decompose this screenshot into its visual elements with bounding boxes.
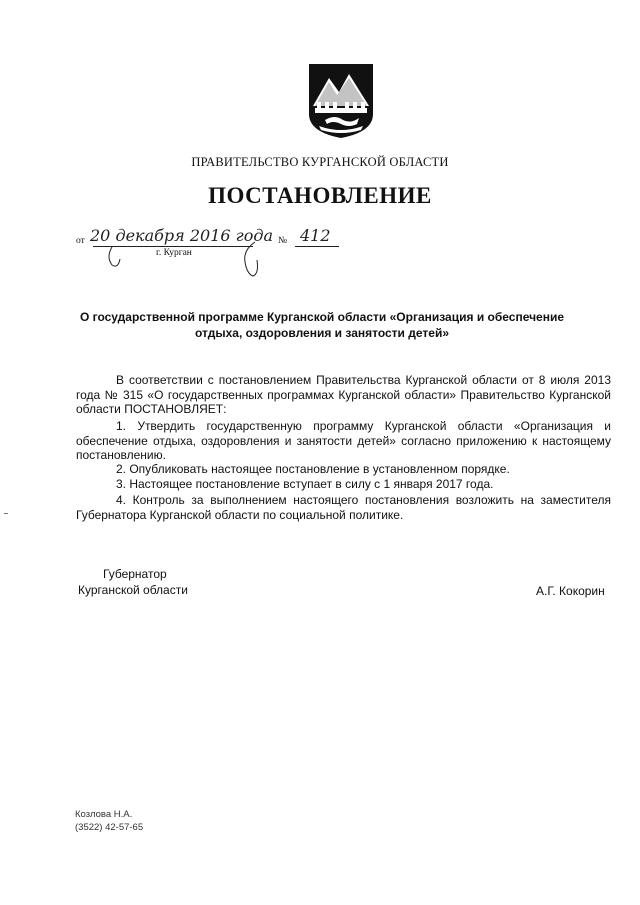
clause-1: 1. Утвердить государственную программу Курганской области «Организация и обеспечение отдыха, оздоровления и занятости детей» согласно приложению к настоящему постановлению. xyxy=(76,419,611,462)
executor-name: Козлова Н.А. xyxy=(75,809,133,820)
handwritten-flourish-icon xyxy=(102,245,132,271)
signer-name: А.Г. Кокорин xyxy=(536,584,605,598)
clause-3: 3. Настоящее постановление вступает в силу с 1 января 2017 года. xyxy=(116,477,494,491)
clause-4: 4. Контроль за выполнением настоящего постановления возложить на заместителя Губернатора Курганской области по социальной политике. xyxy=(76,493,611,522)
executor-phone: (3522) 42-57-65 xyxy=(75,822,144,833)
document-type-heading: ПОСТАНОВЛЕНИЕ xyxy=(208,183,432,208)
margin-mark xyxy=(4,513,8,514)
signer-position-line2: Курганской области xyxy=(78,583,188,597)
handwritten-number: 412 xyxy=(300,226,331,245)
clause-2: 2. Опубликовать настоящее постановление в установленном порядке. xyxy=(116,462,510,476)
handwritten-flourish-icon xyxy=(235,240,265,280)
city-label: г. Курган xyxy=(156,248,192,258)
signer-position-line1: Губернатор xyxy=(103,567,167,581)
number-prefix: № xyxy=(278,236,288,246)
number-underline xyxy=(295,245,339,247)
document-subject: О государственной программе Курганской области «Организация и обеспечение отдыха, оздоровления и занятости детей» xyxy=(79,310,565,340)
preamble-paragraph: В соответствии с постановлением Правительства Курганской области от 8 июля 2013 года № 315 «О государственных программах Курганской области» Правительство Курганской области ПОСТАНОВЛЯЕТ: xyxy=(76,373,611,416)
date-prefix: от xyxy=(76,236,85,246)
handwritten-date: 20 декабря 2016 года xyxy=(90,226,274,245)
coat-of-arms-icon xyxy=(305,62,377,140)
government-title: ПРАВИТЕЛЬСТВО КУРГАНСКОЙ ОБЛАСТИ xyxy=(191,155,449,169)
